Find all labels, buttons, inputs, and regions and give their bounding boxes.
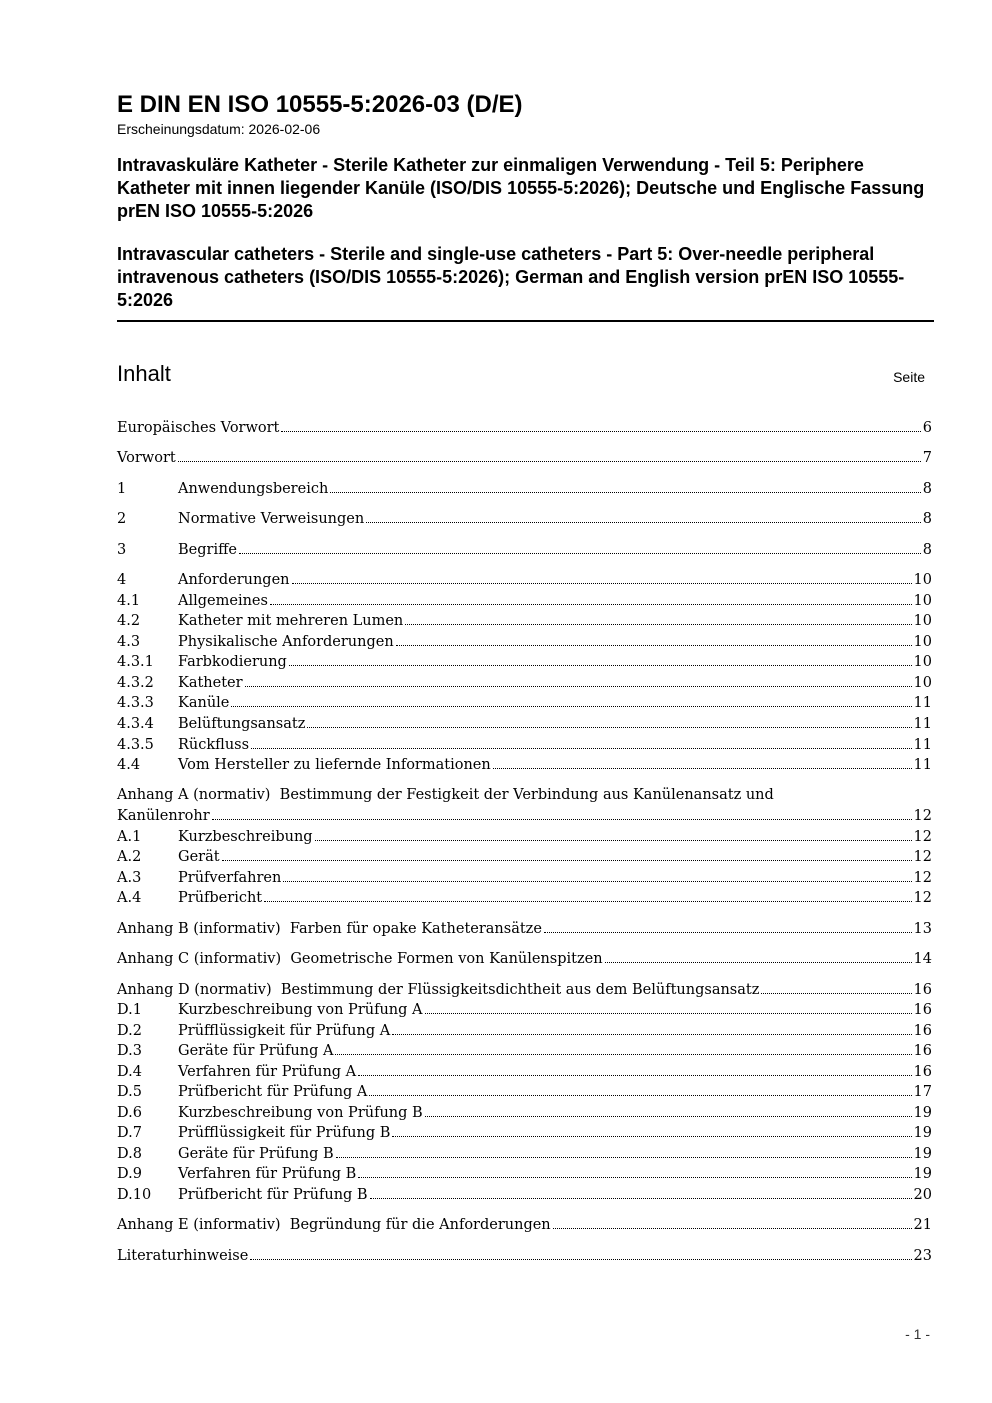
toc-dot-leader (270, 590, 912, 605)
toc-dot-leader (392, 1020, 911, 1035)
toc-entry-label: Normative Verweisungen (178, 511, 365, 527)
toc-dot-leader (315, 826, 912, 841)
toc-entry[interactable] (117, 1102, 932, 1122)
toc-entry-label: Literaturhinweise (117, 1248, 249, 1264)
toc-entry-page: 12 (913, 829, 932, 845)
toc-entry-number: A.1 (117, 829, 142, 845)
toc-entry-page: 19 (913, 1105, 932, 1121)
toc-entry-number: A.4 (117, 890, 142, 906)
toc-entry-number: D.5 (117, 1084, 142, 1100)
toc-entry[interactable] (117, 1081, 932, 1101)
toc-dot-leader (605, 948, 912, 963)
toc-entry-page: 7 (922, 450, 932, 466)
toc-dot-leader (250, 1245, 911, 1260)
toc-entry-page: 19 (913, 1146, 932, 1162)
toc-dot-leader (289, 651, 912, 666)
toc-entry[interactable] (117, 754, 932, 774)
toc-entry-number: D.3 (117, 1043, 142, 1059)
toc-entry-label: Prüfbericht für Prüfung B (178, 1187, 368, 1203)
toc-entry-label: Geräte für Prüfung A (178, 1043, 334, 1059)
toc-entry[interactable] (117, 651, 932, 671)
toc-entry-label: Vom Hersteller zu liefernde Informationen (178, 757, 491, 773)
toc-entry[interactable] (117, 867, 932, 887)
toc-entry-page: 12 (913, 870, 932, 886)
toc-entry-page: 10 (913, 654, 932, 670)
toc-entry[interactable] (117, 713, 932, 733)
toc-dot-leader (245, 672, 912, 687)
toc-dot-leader (370, 1184, 912, 1199)
toc-entry-label: Anhang C (informativ) Geometrische Formen von Kanülenspitzen (117, 951, 603, 967)
toc-entry[interactable] (117, 590, 932, 610)
toc-entry[interactable] (117, 610, 932, 630)
toc-entry-number: 2 (117, 511, 127, 527)
toc-entry-number: D.6 (117, 1105, 142, 1121)
toc-dot-leader (231, 692, 911, 707)
toc-entry-label: Kanülenrohr (117, 808, 210, 824)
toc-entry[interactable] (117, 417, 932, 437)
toc-entry-page: 21 (913, 1217, 932, 1233)
toc-dot-leader (239, 539, 921, 554)
toc-entry[interactable] (117, 1245, 932, 1265)
toc-entry[interactable] (117, 1122, 932, 1142)
toc-entry-label: Prüfbericht für Prüfung A (178, 1084, 368, 1100)
toc-entry[interactable] (117, 1040, 932, 1060)
toc-entry-page: 10 (913, 675, 932, 691)
toc-entry[interactable] (117, 1061, 932, 1081)
toc-entry-number: 4.2 (117, 613, 141, 629)
toc-entry-page: 16 (913, 1064, 932, 1080)
document-header (117, 90, 934, 312)
toc-entry-page: 11 (913, 716, 932, 732)
toc-entry-label: Kurzbeschreibung von Prüfung A (178, 1002, 423, 1018)
toc-entry-label: Anhang D (normativ) Bestimmung der Flüssigkeitsdichtheit aus dem Belüftungsansatz (117, 982, 760, 998)
toc-entry[interactable] (117, 805, 932, 825)
toc-dot-leader (553, 1214, 912, 1229)
toc-entry-page: 16 (913, 982, 932, 998)
toc-entry[interactable] (117, 1020, 932, 1040)
toc-entry[interactable] (117, 1184, 932, 1204)
toc-dot-leader (264, 887, 911, 902)
toc-entry-page: 12 (913, 849, 932, 865)
toc-entry[interactable] (117, 1143, 932, 1163)
toc-entry-label: Farbkodierung (178, 654, 287, 670)
toc-entry-page: 10 (913, 572, 932, 588)
toc-dot-leader (212, 805, 912, 820)
toc-dot-leader (396, 631, 912, 646)
toc-page-column-label: Seite (893, 369, 925, 385)
toc-entry-label: Katheter mit mehreren Lumen (178, 613, 404, 629)
toc-entry-number: A.3 (117, 870, 142, 886)
toc-entry-label: Prüfflüssigkeit für Prüfung B (178, 1125, 391, 1141)
toc-entry-number: 4.1 (117, 593, 141, 609)
toc-entry-number: D.4 (117, 1064, 142, 1080)
toc-dot-leader (330, 478, 920, 493)
title-german: Intravaskuläre Katheter - Sterile Katheter zur einmaligen Verwendung - Teil 5: Periphere Katheter mit innen liegender Kanüle (ISO/DIS 10555-5:2026); Deutsche und Englische Fassung prEN ISO 10555-5:2026 (117, 155, 925, 221)
toc-entry[interactable] (117, 887, 932, 907)
toc-dot-leader (292, 569, 912, 584)
toc-entry-label: Allgemeines (178, 593, 268, 609)
toc-dot-leader (425, 1102, 912, 1117)
toc-entry[interactable] (117, 631, 932, 651)
toc-dot-leader (281, 417, 920, 432)
toc-dot-leader (761, 979, 911, 994)
toc-entry-label: Gerät (178, 849, 220, 865)
toc-entry-page: 11 (913, 737, 932, 753)
toc-entry-number: D.10 (117, 1187, 152, 1203)
toc-entry-page: 11 (913, 757, 932, 773)
toc-dot-leader (544, 918, 912, 933)
toc-entry-page: 13 (913, 921, 932, 937)
toc-entry-page: 12 (913, 808, 932, 824)
toc-dot-leader (405, 610, 911, 625)
document-id: E DIN EN ISO 10555-5:2026-03 (D/E) (117, 91, 523, 118)
toc-title: Inhalt (117, 361, 171, 386)
toc-entry-page: 16 (913, 1043, 932, 1059)
toc-entry-label: Anforderungen (178, 572, 290, 588)
toc-entry[interactable] (117, 826, 932, 846)
toc-entry-page: 11 (913, 695, 932, 711)
toc-entry-number: D.9 (117, 1166, 142, 1182)
toc-entry[interactable] (117, 569, 932, 589)
toc-entry-label: Physikalische Anforderungen (178, 634, 394, 650)
toc-entry-label: Anhang B (informativ) Farben für opake Katheteransätze (117, 921, 542, 937)
toc-entry-number: 4.3.4 (117, 716, 154, 732)
toc-entry-page: 8 (922, 542, 932, 558)
toc-entry[interactable] (117, 478, 932, 498)
toc-entry-page: 6 (922, 420, 932, 436)
toc-dot-leader (425, 999, 912, 1014)
toc-entry-number: 3 (117, 542, 127, 558)
toc-entry-page: 19 (913, 1166, 932, 1182)
toc-entry-label: Anhang A (normativ) Bestimmung der Festigkeit der Verbindung aus Kanülenansatz und (117, 787, 774, 803)
toc-entry-page: 23 (913, 1248, 932, 1264)
toc-entry[interactable] (117, 508, 932, 528)
toc-entry-number: D.1 (117, 1002, 142, 1018)
toc-entry-page: 8 (922, 481, 932, 497)
toc-entry-page: 8 (922, 511, 932, 527)
toc-entry-number: 4.3.5 (117, 737, 154, 753)
toc-entry-page: 20 (913, 1187, 932, 1203)
page-number: - 1 - (905, 1326, 930, 1342)
toc-entry-page: 12 (913, 890, 932, 906)
toc-entry[interactable] (117, 672, 932, 692)
toc-dot-leader (251, 734, 911, 749)
title-english: Intravascular catheters - Sterile and single-use catheters - Part 5: Over-needle peripheral intravenous catheters (ISO/DIS 10555-5:2026); German and English version prEN ISO 10555-5:2026 (117, 244, 905, 310)
toc-entry-page: 10 (913, 634, 932, 650)
toc-entry-page: 17 (913, 1084, 932, 1100)
toc-dot-leader (358, 1163, 911, 1178)
toc-entry-label: Katheter (178, 675, 243, 691)
toc-entry-number: 4.3.2 (117, 675, 154, 691)
toc-heading (117, 360, 927, 390)
toc-entry-number: 4.3 (117, 634, 141, 650)
toc-entry-number: 1 (117, 481, 127, 497)
toc-entry-number: A.2 (117, 849, 142, 865)
toc-entry[interactable] (117, 846, 932, 866)
toc-entry-label: Anhang E (informativ) Begründung für die Anforderungen (117, 1217, 551, 1233)
toc-entry-label: Begriffe (178, 542, 237, 558)
toc-entry-label: Geräte für Prüfung B (178, 1146, 334, 1162)
toc-dot-leader (283, 867, 911, 882)
toc-entry-number: 4.4 (117, 757, 141, 773)
toc-entry[interactable] (117, 447, 932, 467)
header-divider (117, 320, 934, 322)
toc-entry[interactable] (117, 1163, 932, 1183)
toc-entry[interactable] (117, 1214, 932, 1234)
toc-entry[interactable] (117, 918, 932, 938)
toc-entry[interactable] (117, 692, 932, 712)
toc-entry[interactable] (117, 979, 932, 999)
toc-entry-label: Anwendungsbereich (178, 481, 329, 497)
toc-entry-label: Belüftungsansatz (178, 716, 306, 732)
toc-entry[interactable] (117, 948, 932, 968)
toc-entry-label: Vorwort (117, 450, 176, 466)
toc-dot-leader (178, 447, 921, 462)
toc-entry-number: D.7 (117, 1125, 142, 1141)
toc-dot-leader (222, 846, 912, 861)
toc-entry-page: 10 (913, 593, 932, 609)
toc-dot-leader (335, 1040, 911, 1055)
toc-entry-label: Prüfflüssigkeit für Prüfung A (178, 1023, 391, 1039)
publication-date: Erscheinungsdatum: 2026-02-06 (117, 121, 321, 137)
toc-dot-leader (366, 508, 921, 523)
toc-entry-number: 4.3.3 (117, 695, 154, 711)
toc-entry-label: Prüfbericht (178, 890, 263, 906)
toc-dot-leader (493, 754, 912, 769)
toc-entry-label: Kurzbeschreibung von Prüfung B (178, 1105, 423, 1121)
toc-entry-page: 16 (913, 1023, 932, 1039)
toc-entry-page: 19 (913, 1125, 932, 1141)
toc-entry[interactable] (117, 785, 932, 805)
toc-entry-label: Europäisches Vorwort (117, 420, 280, 436)
toc-entry-number: 4.3.1 (117, 654, 154, 670)
toc-entry-label: Verfahren für Prüfung B (178, 1166, 357, 1182)
toc-dot-leader (336, 1143, 912, 1158)
toc-entry[interactable] (117, 734, 932, 754)
toc-entry[interactable] (117, 999, 932, 1019)
toc-entry-number: 4 (117, 572, 127, 588)
toc-entry-page: 14 (913, 951, 932, 967)
toc-entry-page: 10 (913, 613, 932, 629)
toc-entry-label: Verfahren für Prüfung A (178, 1064, 357, 1080)
toc-entry-label: Kurzbeschreibung (178, 829, 313, 845)
toc-entry[interactable] (117, 539, 932, 559)
toc-entry-label: Kanüle (178, 695, 230, 711)
toc-dot-leader (369, 1081, 911, 1096)
toc-entry-number: D.2 (117, 1023, 142, 1039)
toc-entry-label: Prüfverfahren (178, 870, 282, 886)
toc-entry-label: Rückfluss (178, 737, 250, 753)
toc-dot-leader (307, 713, 911, 728)
toc-dot-leader (392, 1122, 911, 1137)
toc-dot-leader (358, 1061, 911, 1076)
toc-entry-number: D.8 (117, 1146, 142, 1162)
toc-entry-page: 16 (913, 1002, 932, 1018)
